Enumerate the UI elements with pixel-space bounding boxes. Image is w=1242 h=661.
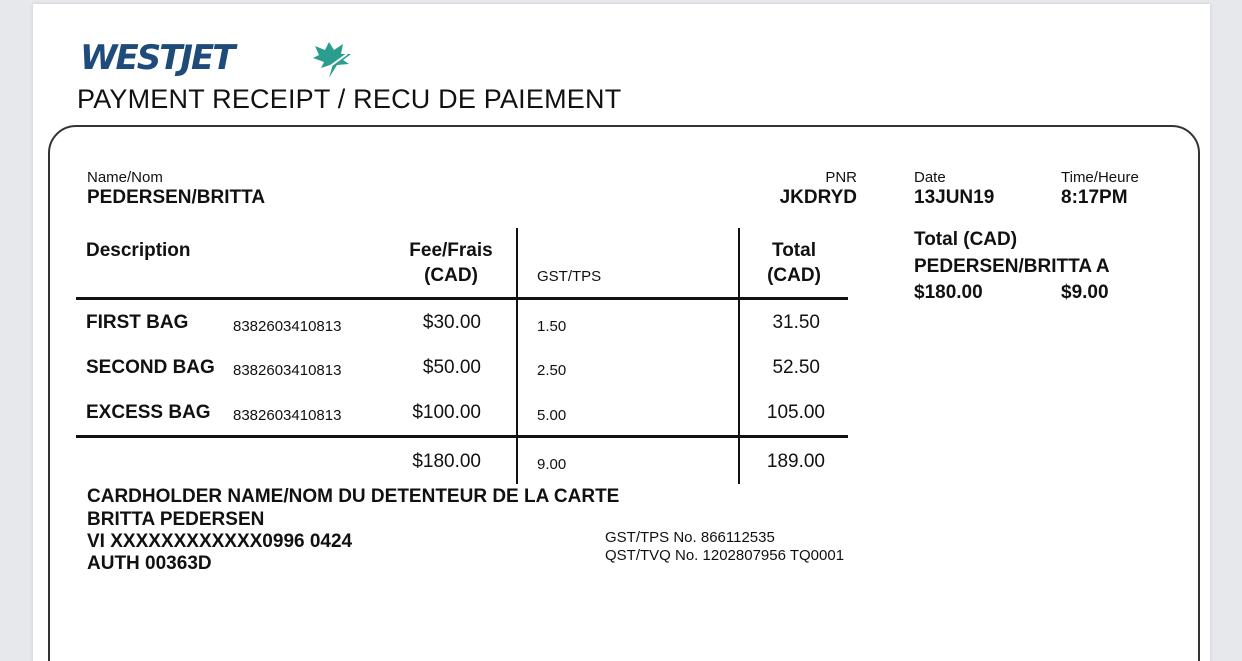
row-1-ref: 8382603410813 <box>233 318 342 335</box>
receipt-box <box>48 125 1200 661</box>
pnr-value: JKDRYD <box>779 187 857 208</box>
divider-fee-gst <box>516 228 518 484</box>
row-1-description: FIRST BAG <box>86 312 189 333</box>
summary-tax: $9.00 <box>1061 282 1109 303</box>
summary-total-label: Total (CAD) <box>914 229 1018 250</box>
row-2-description: SECOND BAG <box>86 357 215 378</box>
row-3-total: 105.00 <box>766 402 825 423</box>
logo-text: WESTJET <box>80 38 234 78</box>
row-2-gst: 2.50 <box>537 362 567 379</box>
pnr-label: PNR <box>825 169 857 186</box>
row-1-total: 31.50 <box>772 312 820 333</box>
row-2-total: 52.50 <box>772 357 820 378</box>
maple-leaf-icon <box>307 40 357 80</box>
row-2-fee: $50.00 <box>422 357 481 378</box>
summary-name: PEDERSEN/BRITTA A <box>914 256 1110 277</box>
header-rule <box>76 297 848 300</box>
totals-fee: $180.00 <box>412 451 481 472</box>
time-label: Time/Heure <box>1061 169 1139 186</box>
row-3-gst: 5.00 <box>537 407 567 424</box>
col-fee-header-line2: (CAD) <box>424 265 478 286</box>
summary-total: $180.00 <box>914 282 983 303</box>
card-number: VI XXXXXXXXXXXX0996 0424 <box>87 531 353 552</box>
name-label: Name/Nom <box>87 169 163 186</box>
cardholder-name: BRITTA PEDERSEN <box>87 509 265 530</box>
col-total-header-line1: Total <box>772 240 816 261</box>
cardholder-label: CARDHOLDER NAME/NOM DU DETENTEUR DE LA CARTE <box>87 486 620 507</box>
receipt-page <box>33 4 1210 661</box>
row-1-fee: $30.00 <box>422 312 481 333</box>
divider-gst-total <box>738 228 740 484</box>
row-3-fee: $100.00 <box>412 402 481 423</box>
row-3-ref: 8382603410813 <box>233 407 342 424</box>
row-1-gst: 1.50 <box>537 318 567 335</box>
col-description-header: Description <box>86 240 191 261</box>
col-total-header-line2: (CAD) <box>767 265 821 286</box>
date-label: Date <box>914 169 946 186</box>
totals-gst: 9.00 <box>537 456 567 473</box>
time-value: 8:17PM <box>1061 187 1128 208</box>
date-value: 13JUN19 <box>914 187 995 208</box>
passenger-name: PEDERSEN/BRITTA <box>87 187 266 208</box>
row-3-description: EXCESS BAG <box>86 402 211 423</box>
totals-rule <box>76 435 848 438</box>
totals-total: 189.00 <box>766 451 825 472</box>
page-title: PAYMENT RECEIPT / RECU DE PAIEMENT <box>77 84 622 114</box>
col-gst-header: GST/TPS <box>537 268 602 285</box>
qst-number: QST/TVQ No. 1202807956 TQ0001 <box>605 547 845 564</box>
row-2-ref: 8382603410813 <box>233 362 342 379</box>
westjet-logo <box>80 38 233 82</box>
auth-code: AUTH 00363D <box>87 553 212 574</box>
gst-number: GST/TPS No. 866112535 <box>605 529 775 546</box>
col-fee-header-line1: Fee/Frais <box>409 240 493 261</box>
